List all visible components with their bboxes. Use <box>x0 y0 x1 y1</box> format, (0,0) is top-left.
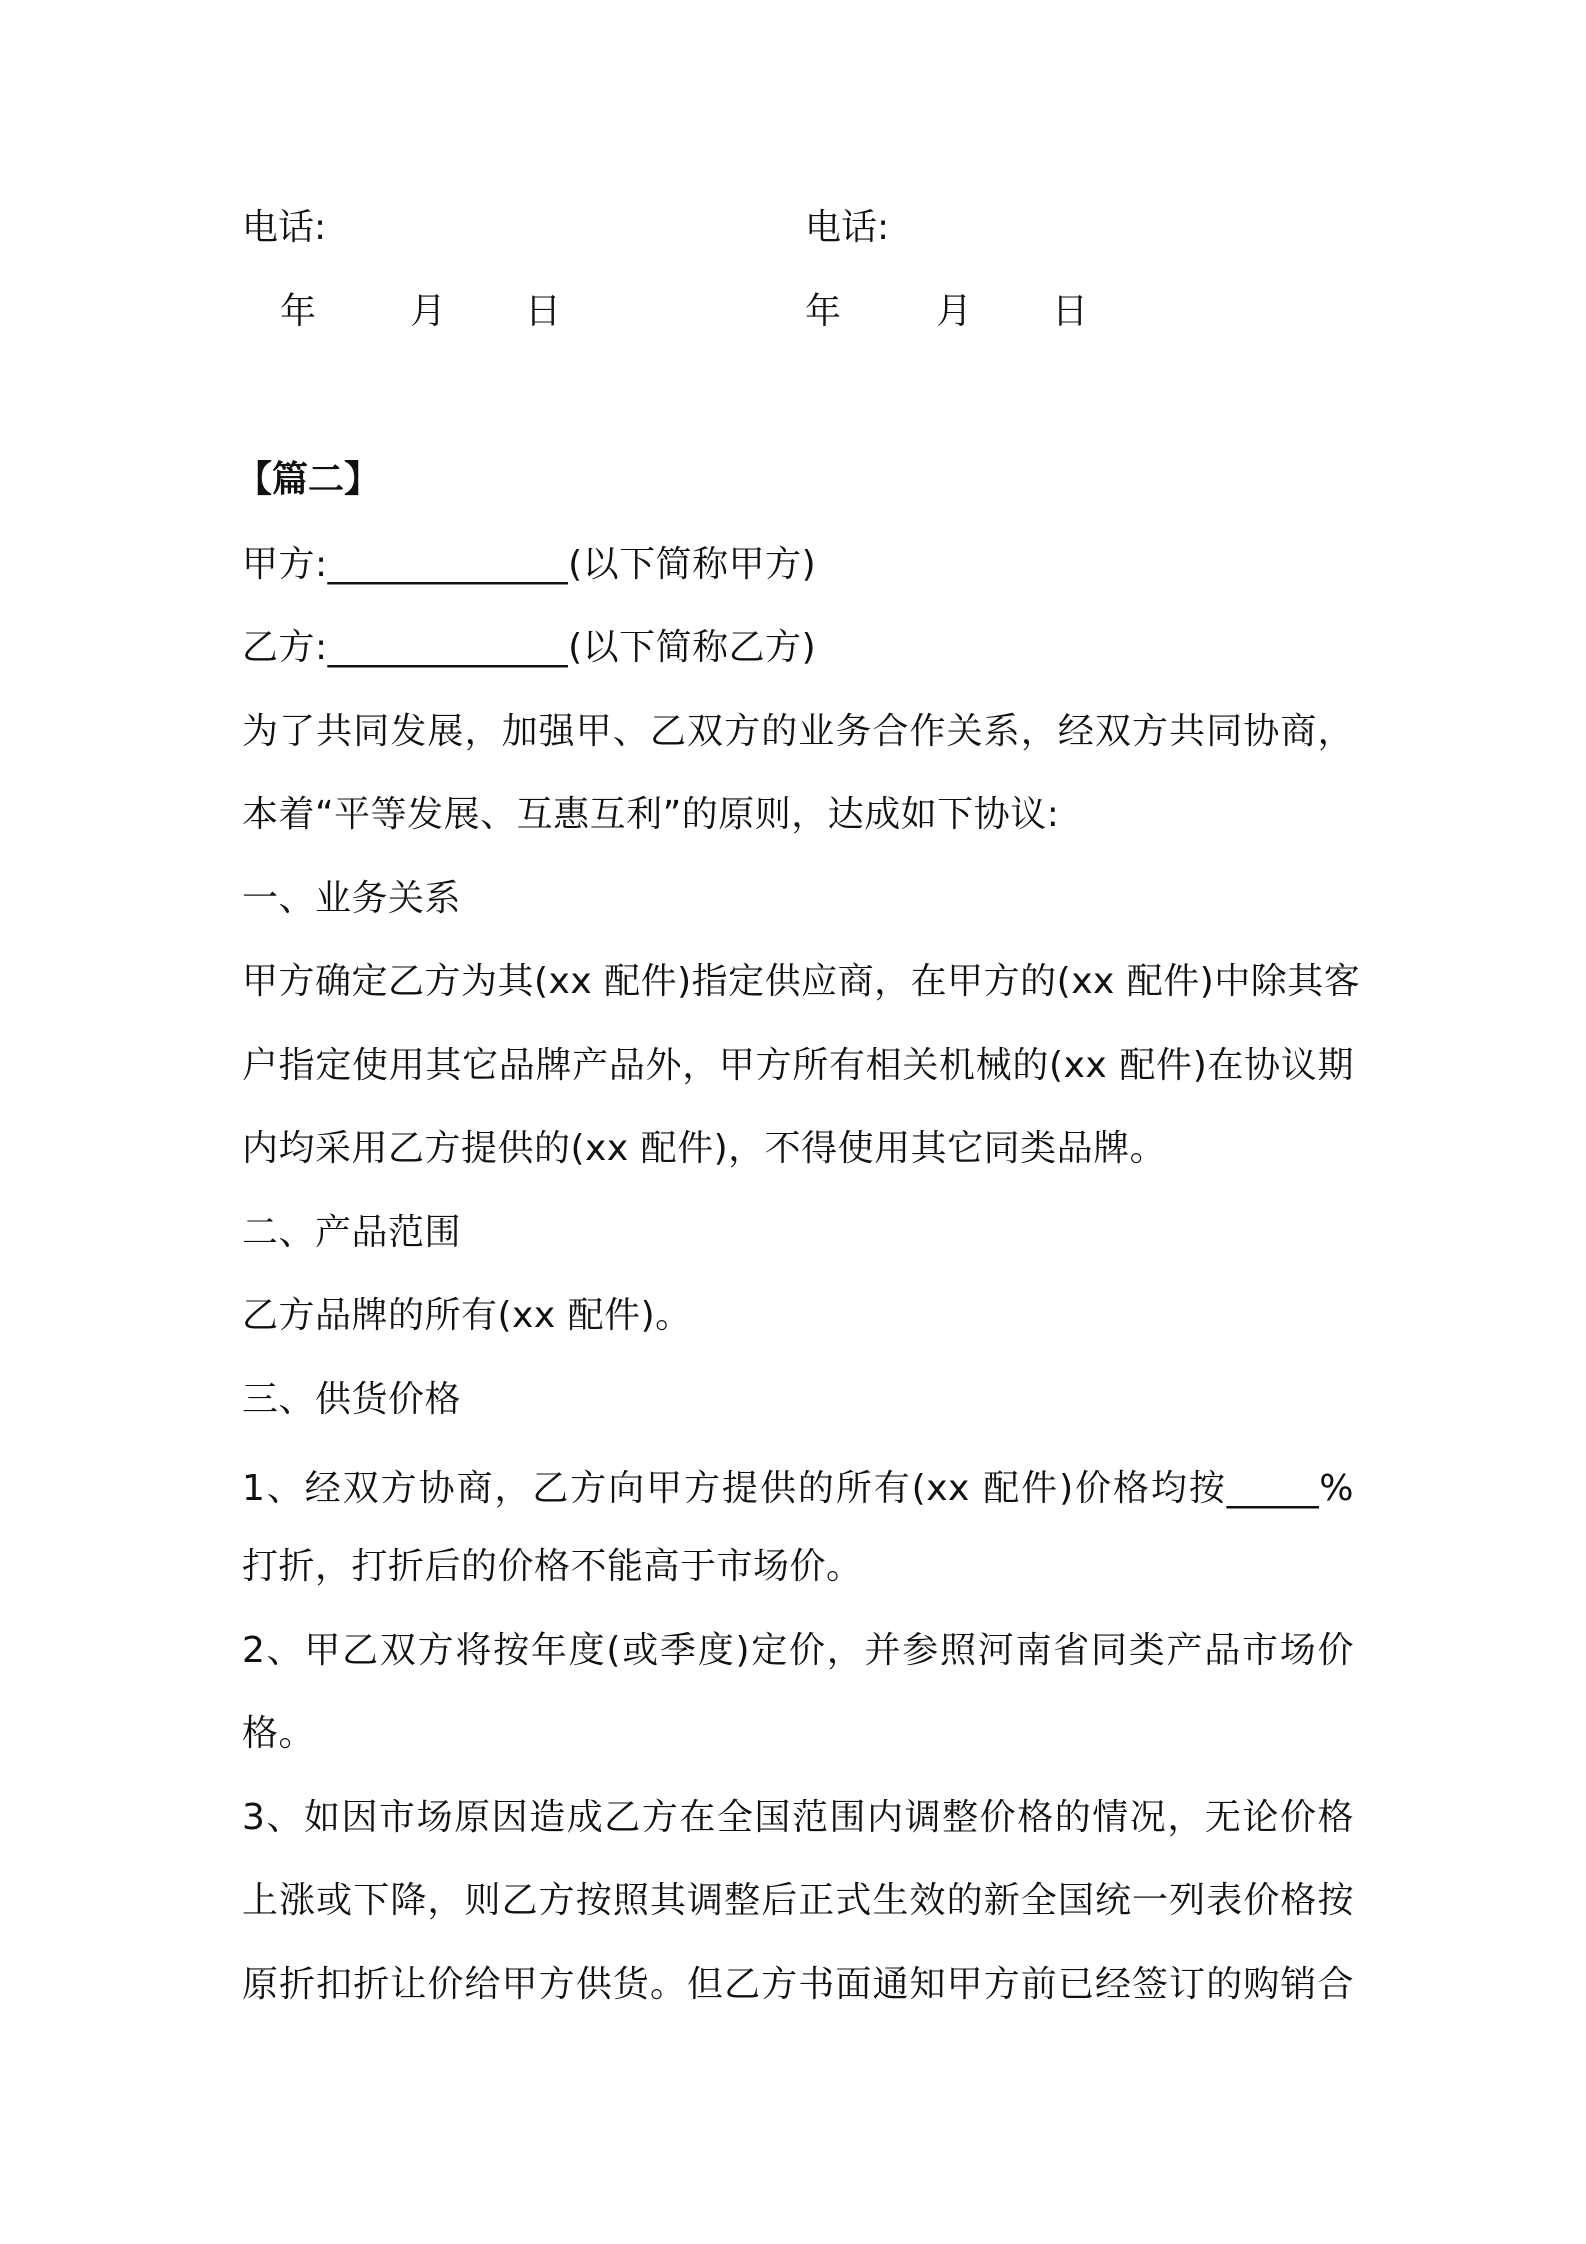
day-label: 日 <box>525 291 562 332</box>
party-a-line: 甲方:_____________(以下简称甲方) <box>242 544 817 585</box>
party-b-phone-label: 电话: <box>805 207 890 248</box>
price-item-1-line-2: 打折，打折后的价格不能高于市场价。 <box>242 1546 863 1587</box>
price-item-3-line-1: 3、如因市场原因造成乙方在全国范围内调整价格的情况，无论价格 <box>242 1797 1354 1838</box>
price-item-2-line-2: 格。 <box>242 1713 316 1754</box>
price-item-1-line-1: 1、经双方协商，乙方向甲方提供的所有(xx 配件)价格均按_____% <box>242 1468 1354 1509</box>
section-title: 【篇二】 <box>236 459 381 500</box>
heading-supply-price: 三、供货价格 <box>242 1379 462 1420</box>
heading-product-scope: 二、产品范围 <box>242 1212 462 1253</box>
clause-1-line-1: 甲方确定乙方为其(xx 配件)指定供应商，在甲方的(xx 配件)中除其客 <box>242 961 1361 1002</box>
month-label: 月 <box>936 291 973 332</box>
preamble-line-2: 本着“平等发展、互惠互利”的原则，达成如下协议: <box>242 794 1060 835</box>
price-item-3-line-2: 上涨或下降，则乙方按照其调整后正式生效的新全国统一列表价格按 <box>242 1880 1354 1921</box>
heading-business-relationship: 一、业务关系 <box>242 878 462 919</box>
year-label: 年 <box>280 291 317 332</box>
month-label: 月 <box>410 291 447 332</box>
clause-1-line-2: 户指定使用其它品牌产品外，甲方所有相关机械的(xx 配件)在协议期 <box>242 1045 1354 1086</box>
clause-2-line-1: 乙方品牌的所有(xx 配件)。 <box>242 1295 692 1336</box>
day-label: 日 <box>1052 291 1089 332</box>
party-b-line: 乙方:_____________(以下简称乙方) <box>242 627 817 668</box>
party-a-phone-label: 电话: <box>242 207 327 248</box>
price-item-2-line-1: 2、甲乙双方将按年度(或季度)定价，并参照河南省同类产品市场价 <box>242 1630 1354 1671</box>
preamble-line-1: 为了共同发展，加强甲、乙双方的业务合作关系，经双方共同协商， <box>242 711 1354 752</box>
clause-1-line-3: 内均采用乙方提供的(xx 配件)，不得使用其它同类品牌。 <box>242 1128 1167 1169</box>
year-label: 年 <box>805 291 842 332</box>
price-item-3-line-3: 原折扣折让价给甲方供货。但乙方书面通知甲方前已经签订的购销合 <box>242 1964 1354 2005</box>
